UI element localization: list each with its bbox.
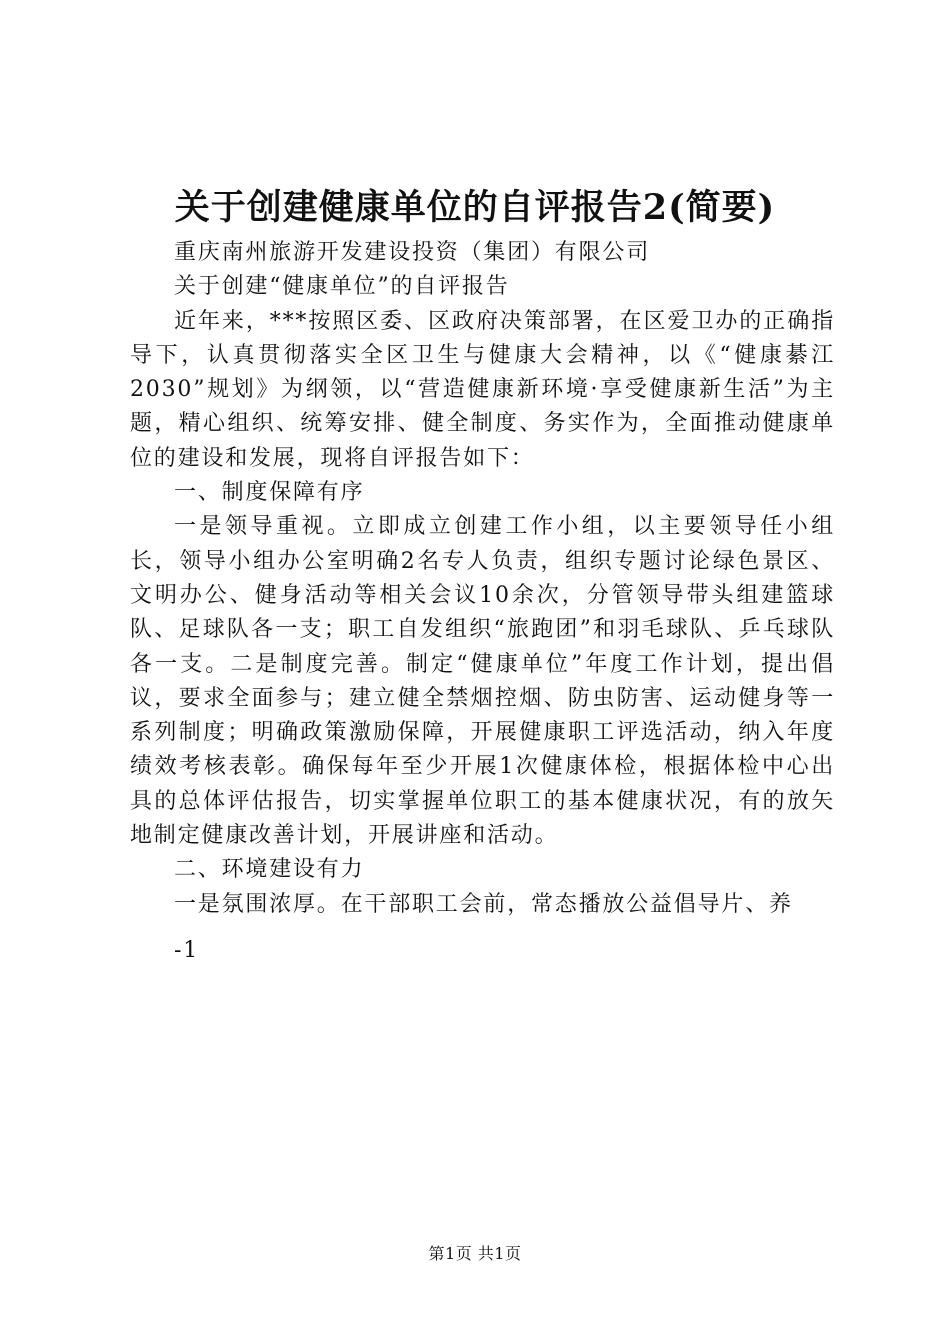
section-heading-1: 一、制度保障有序 <box>174 480 365 506</box>
document-body <box>130 236 835 968</box>
page-footer: 第1页 共1页 <box>428 1244 522 1263</box>
section-paragraph-1: 一是领导重视。立即成立创建工作小组，以主要领导任小组长，领导小组办公室明确2名专人负责，组织专题讨论绿色景区、文明办公、健身活动等相关会议10余次，分管领导带头组建篮球队、足球队各一支；职工自发组织“旅跑团”和羽毛球队、乒乓球队各一支。二是制度完善。制定“健康单位”年度工作计划，提出倡议，要求全面参与；建立健全禁烟控烟、防虫防害、运动健身等一系列制度；明确政策激励保障，开展健康职工评选活动，纳入年度绩效考核表彰。确保每年至少开展1次健康体检，根据体检中心出具的总体评估报告，切实掌握单位职工的基本健康状况，有的放矢地制定健康改善计划，开展讲座和活动。 <box>130 514 835 849</box>
section-paragraph-2: 一是氛围浓厚。在干部职工会前，常态播放公益倡导片、养 <box>174 891 793 917</box>
intro-paragraph: 近年来，***按照区委、区政府决策部署，在区爱卫办的正确指导下，认真贯彻落实全区卫生与健康大会精神，以《“健康綦江2030”规划》为纲领，以“营造健康新环境·享受健康新生活”为主题，精心组织、统筹安排、健全制度、务实作为，全面推动健康单位的建设和发展，现将自评报告如下： <box>130 308 835 471</box>
report-subtitle: 关于创建“健康单位”的自评报告 <box>174 274 510 300</box>
document-title: 关于创建健康单位的自评报告2(简要) <box>174 187 776 228</box>
page-mark: -1 <box>174 937 200 963</box>
section-heading-2: 二、环境建设有力 <box>174 857 365 883</box>
company-name: 重庆南州旅游开发建设投资（集团）有限公司 <box>174 240 651 265</box>
